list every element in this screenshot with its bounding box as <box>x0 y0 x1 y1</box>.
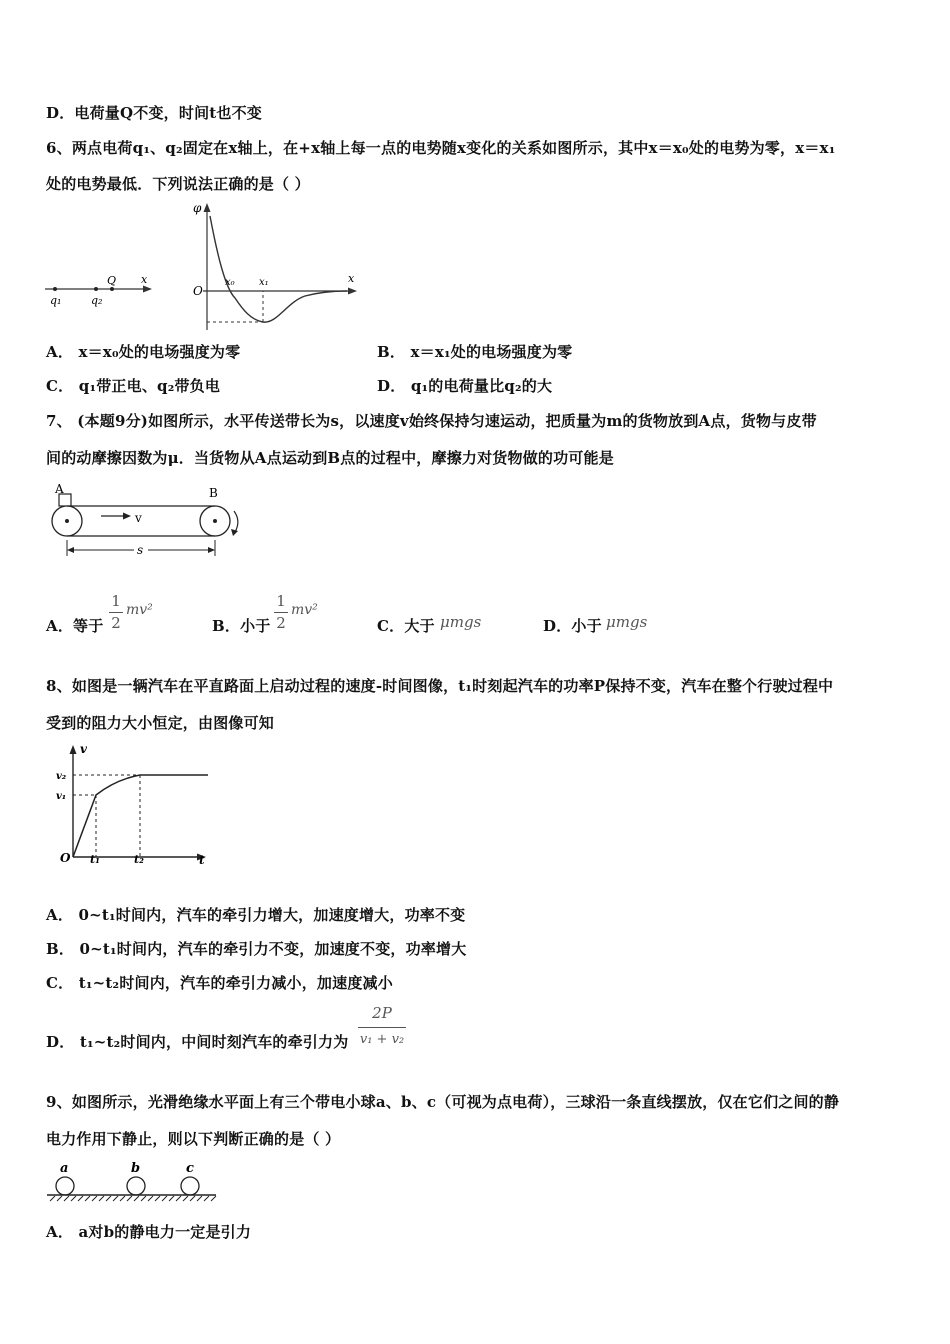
q9-label-c: c <box>186 1161 194 1176</box>
q7-fig-s: s <box>137 543 144 557</box>
q9-ground-hatching <box>50 1196 216 1201</box>
q7-b-mv2: mv² <box>291 602 318 618</box>
q7-rotation-arrow <box>234 511 238 532</box>
q9-stem-line1: 9、如图所示，光滑绝缘水平面上有三个带电小球a、b、c（可视为点电荷），三球沿一条直线摆放，仅在它们之间的静 <box>46 1093 840 1111</box>
q6-graph-x: x <box>348 272 355 285</box>
q7-left-axle <box>65 519 69 523</box>
q7-right-axle <box>213 519 217 523</box>
q6-option-b: B． x＝x₁处的电场强度为零 <box>377 343 573 361</box>
q8-d-frac-bar <box>358 1027 406 1028</box>
q7-b-frac-num: 1 <box>276 592 286 610</box>
q7-velocity-arrow-icon <box>123 513 131 520</box>
q8-option-d: D． t₁~t₂时间内，中间时刻汽车的牵引力为 <box>46 1033 349 1051</box>
q6-label-q2: q₂ <box>91 294 103 307</box>
q6-axis-arrow-icon <box>143 286 152 293</box>
q6-option-a: A． x＝x₀处的电场强度为零 <box>46 343 241 361</box>
q6-graph-x0: x₀ <box>225 277 235 288</box>
q6-option-c: C． q₁带正电、q₂带负电 <box>46 377 221 395</box>
q7-b-frac-den: 2 <box>276 614 286 632</box>
q5-option-d: D．电荷量Q不变，时间t也不变 <box>46 104 263 122</box>
q9-ball-c <box>181 1177 199 1195</box>
q6-charge-axis-figure <box>40 270 160 310</box>
q8-stem-line2: 受到的阻力大小恒定，由图像可知 <box>46 714 275 732</box>
q7-option-d: D．小于 <box>543 617 602 635</box>
q7-stem-line2: 间的动摩擦因数为μ．当货物从A点运动到B点的过程中，摩擦力对货物做的功可能是 <box>46 449 614 467</box>
q8-graph-origin: O <box>60 851 71 865</box>
q7-a-mv2: mv² <box>126 602 153 618</box>
q6-x-arrow-icon <box>348 288 357 295</box>
q6-potential-curve <box>210 216 347 322</box>
q7-fig-v: v <box>135 511 142 525</box>
q6-graph-phi: φ <box>193 201 202 215</box>
q8-option-c: C． t₁~t₂时间内，汽车的牵引力减小，加速度减小 <box>46 974 393 992</box>
q6-graph-origin: O <box>193 284 203 298</box>
q7-stem-line1: 7、 (本题9分)如图所示，水平传送带长为s，以速度v始终保持匀速运动，把质量为m的货物放到A点，货物与皮带 <box>46 412 817 430</box>
q8-graph-t2: t₂ <box>134 853 144 866</box>
q9-label-b: b <box>131 1161 141 1176</box>
q7-dim-left-arrow-icon <box>67 547 74 553</box>
q9-option-a: A． a对b的静电力一定是引力 <box>46 1223 252 1241</box>
q7-fig-A: A <box>55 482 64 496</box>
q6-q1-dot <box>53 287 57 291</box>
q8-option-a: A． 0~t₁时间内，汽车的牵引力增大，加速度增大，功率不变 <box>46 906 466 924</box>
q7-a-frac-den: 2 <box>111 614 121 632</box>
q7-c-umgs: μmgs <box>440 613 482 631</box>
q7-option-b: B．小于 <box>212 617 271 635</box>
q8-stem-line1: 8、如图是一辆汽车在平直路面上启动过程的速度-时间图像，t₁时刻起汽车的功率P保持不变，汽车在整个行驶过程中 <box>46 677 834 695</box>
q8-graph-t: t <box>199 853 205 867</box>
q7-fig-B: B <box>209 486 218 500</box>
q7-a-frac-bar <box>109 612 123 613</box>
q8-d-frac-den: v₁ + v₂ <box>359 1032 405 1047</box>
q7-d-umgs: μmgs <box>606 613 648 631</box>
q9-label-a: a <box>60 1161 69 1176</box>
q6-y-arrow-icon <box>204 203 211 212</box>
q8-graph-v2: v₂ <box>56 771 67 782</box>
q6-label-x: x <box>141 273 148 286</box>
q6-label-Q: Q <box>107 274 117 287</box>
q7-a-frac-num: 1 <box>111 592 121 610</box>
q9-three-balls-figure <box>44 1158 220 1206</box>
q6-stem-line2: 处的电势最低．下列说法正确的是（ ） <box>46 175 310 193</box>
q8-option-b: B． 0~t₁时间内，汽车的牵引力不变，加速度不变，功率增大 <box>46 940 467 958</box>
q9-ball-a <box>56 1177 74 1195</box>
q6-stem-line1: 6、两点电荷q₁、q₂固定在x轴上，在+x轴上每一点的电势随x变化的关系如图所示，其中x＝x₀处的电势为零，x＝x₁ <box>46 139 836 157</box>
q6-Q-dot <box>110 287 114 291</box>
q8-velocity-time-graph <box>50 740 215 870</box>
q7-conveyor-figure <box>45 480 255 562</box>
q8-graph-v1: v₁ <box>56 791 67 802</box>
q7-rotation-arrow-icon <box>231 529 238 536</box>
q7-b-frac-bar <box>274 612 288 613</box>
q8-d-frac-num: 2P <box>372 1004 392 1022</box>
q9-ball-b <box>127 1177 145 1195</box>
q9-stem-line2: 电力作用下静止，则以下判断正确的是（ ） <box>46 1130 341 1148</box>
q8-graph-v: v <box>80 742 87 756</box>
q7-dim-right-arrow-icon <box>208 547 215 553</box>
q7-option-a: A．等于 <box>46 617 104 635</box>
q8-v-arrow-icon <box>70 745 77 754</box>
q6-graph-x1: x₁ <box>259 277 269 288</box>
q7-option-c: C．大于 <box>377 617 435 635</box>
q6-option-d: D． q₁的电荷量比q₂的大 <box>377 377 553 395</box>
q6-label-q1: q₁ <box>50 294 62 307</box>
q6-q2-dot <box>94 287 98 291</box>
q8-graph-t1: t₁ <box>90 853 100 866</box>
q6-potential-graph <box>185 198 365 334</box>
